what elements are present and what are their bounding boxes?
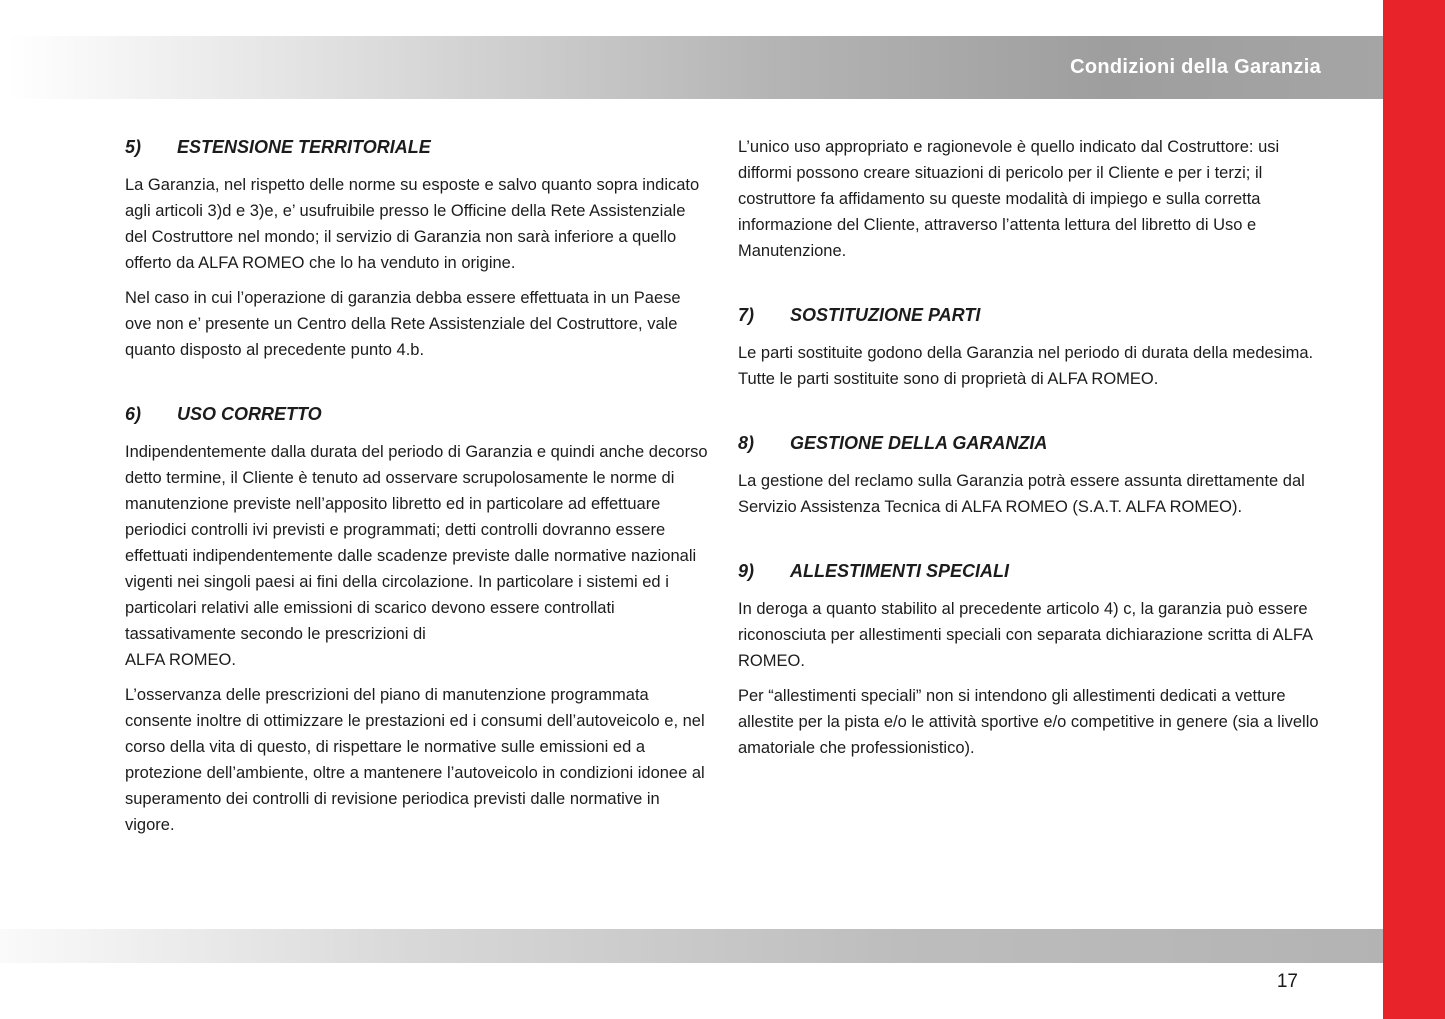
section-heading-9: [738, 558, 1323, 584]
paragraph: In deroga a quanto stabilito al precedente articolo 4) c, la garanzia può essere riconosciuta per allestimenti speciali con separata dichiarazione scritta di ALFA ROMEO.: [738, 600, 1313, 670]
red-edge-stripe: [1383, 0, 1445, 1019]
section-number: 7): [738, 305, 755, 325]
paragraph: L’unico uso appropriato e ragionevole è quello indicato dal Costruttore: usi difformi possono creare situazioni di pericolo per il Cliente e per i terzi; il costruttore fa affidamento su queste modalità di impiego e sulla corretta informazione del Cliente, attraverso l’attenta lettura del libretto di Uso e Manutenzione.: [738, 138, 1280, 260]
section-heading-5: [125, 134, 710, 160]
paragraph: Indipendentemente dalla durata del periodo di Garanzia e quindi anche decorso detto termine, il Cliente è tenuto ad osservare scrupolosamente le norme di manutenzione previste nell’apposito libretto ed in particolare ad effettuare periodici controlli ivi previsti e programmati; detti controlli dovranno essere effettuati indipendentemente dalle scadenze previste dalle normative nazionali vigenti nei singoli paesi ai fini della circolazione. In particolare i sistemi ed i particolari relativi alle emissioni di scarico devono essere controllati tassativamente secondo le prescrizioni di: [125, 443, 708, 643]
section-title: USO CORRETTO: [177, 404, 322, 424]
section-number: 8): [738, 433, 755, 453]
content-area: [125, 134, 1323, 847]
paragraph: La gestione del reclamo sulla Garanzia potrà essere assunta direttamente dal Servizio Assistenza Tecnica di ALFA ROMEO (S.A.T. ALFA ROMEO).: [738, 472, 1305, 516]
left-column: [125, 134, 710, 847]
section-heading-6: [125, 401, 710, 427]
right-column: [738, 134, 1323, 847]
section-heading-7: [738, 302, 1323, 328]
page-number: 17: [1276, 971, 1298, 992]
section-title: ALLESTIMENTI SPECIALI: [790, 561, 1010, 581]
section-heading-8: [738, 430, 1323, 456]
section-number: 5): [125, 137, 142, 157]
paragraph: Le parti sostituite godono della Garanzia nel periodo di durata della medesima. Tutte le parti sostituite sono di proprietà di ALFA ROMEO.: [738, 344, 1314, 388]
paragraph: L’osservanza delle prescrizioni del piano di manutenzione programmata consente inoltre di ottimizzare le prestazioni ed i consumi dell’autoveicolo e, nel corso della vita di questo, di rispettare le normative sulle emissioni ed a protezione dell’ambiente, oltre a mantenere l’autoveicolo in condizioni idonee al superamento dei controlli di revisione periodica previsti dalle normative in vigore.: [125, 686, 705, 834]
paragraph: Per “allestimenti speciali” non si intendono gli allestimenti dedicati a vetture allestite per la pista e/o le attività sportive e/o competitive in genere (sia a livello amatoriale che professionistico).: [738, 687, 1319, 757]
header-bar: [8, 36, 1383, 99]
section-number: 6): [125, 404, 142, 424]
section-title: SOSTITUZIONE PARTI: [790, 305, 981, 325]
section-number: 9): [738, 561, 755, 581]
paragraph: La Garanzia, nel rispetto delle norme su esposte e salvo quanto sopra indicato agli articoli 3)d e 3)e, e’ usufruibile presso le Officine della Rete Assistenziale del Costruttore nel mondo; il servizio di Garanzia non sarà inferiore a quello offerto da ALFA ROMEO che lo ha venduto in origine.: [125, 176, 700, 272]
section-title: GESTIONE DELLA GARANZIA: [790, 433, 1048, 453]
footer-bar: [0, 929, 1383, 963]
section-title: ESTENSIONE TERRITORIALE: [177, 137, 431, 157]
page-header-title: Condizioni della Garanzia: [1070, 56, 1321, 78]
paragraph: Nel caso in cui l’operazione di garanzia debba essere effettuata in un Paese ove non e’ presente un Centro della Rete Assistenziale del Costruttore, vale quanto disposto al precedente punto 4.b.: [125, 289, 681, 359]
paragraph: ALFA ROMEO.: [125, 651, 236, 669]
